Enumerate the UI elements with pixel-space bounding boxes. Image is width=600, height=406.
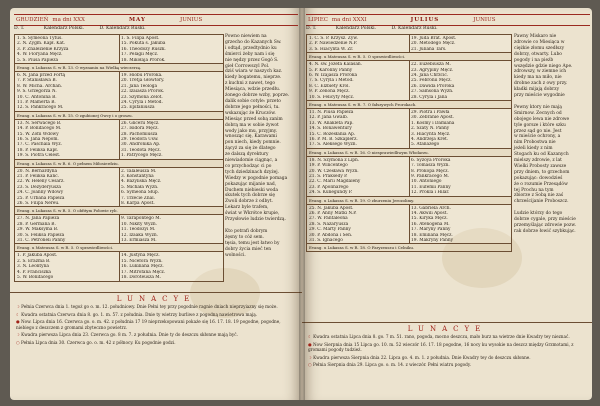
column-text-line: co przychodząc ci po	[225, 163, 272, 169]
month-header	[14, 14, 298, 26]
lunacye-text: Now. Lipca dnia 16. Czerwca go. o. m. 42. z południa 17 19 nieprzekopowani pokaże się 16. 17. 18. 19 pogodne, pogodne, niebiego z deszczem z gromami zbyteczno powietrz.	[16, 319, 281, 330]
polish-day-entry: 7. P. Stanisława B.	[17, 78, 57, 84]
ruthenian-day-entry: 12. Prokla i Hilar.	[411, 190, 450, 196]
week-block	[306, 34, 512, 61]
header-count: ma dni XXXI	[331, 17, 367, 23]
polish-day-entry: 5. W. Bonifacego	[17, 274, 54, 280]
lunacye-text: Kwadra ostatnia Czerwca dnia 8. go. 1. m. 57. z południa. Dnie ty wietrzy burliwe z pogodną nawietrowa mają.	[21, 311, 258, 317]
column-rule	[409, 35, 410, 53]
column-rule	[119, 120, 120, 160]
column-text-line: wody jako mu, przyjmy.	[225, 128, 278, 134]
month-header	[306, 14, 590, 26]
lunacye-title: LUNACYE	[116, 295, 196, 303]
column-text-line: ze dalszą dyrektury	[225, 152, 269, 158]
lunacye-text: Pełnia Lipca dnia 30. Czerwca go. o. m. 42 z północy. Ku pogodnie godzi.	[21, 339, 176, 345]
column-text-line: tyle gorsze i które szku	[514, 122, 566, 128]
gospel-caption: Evang. u Mateusza S. w R. 5. O sprawiedliwości.	[15, 243, 223, 251]
polish-day-entry: 4. N. św. Józefa Kalasan.	[309, 62, 363, 68]
header-day-label: GRUDZIEŃ	[16, 17, 49, 23]
column-text-line: przemyślając zdrowie pozw.	[514, 223, 576, 228]
column-rule	[119, 35, 120, 64]
column-text-line: Przysłowie ludzie twierdzą.	[225, 217, 286, 223]
column-text-line: rak dobrze łowić szybkując.	[514, 228, 576, 234]
column-text-line: tej Prochu na tym	[514, 187, 554, 193]
polish-day-entry: 15. W. Zofii Wdowy	[17, 131, 59, 137]
ruthenian-day-entry: 10. Antoniego	[411, 179, 442, 185]
polish-day-entry: 29. W. Maksyma B.	[17, 227, 59, 233]
ruthenian-day-entry: 22. Euzebiusza M.	[411, 62, 451, 68]
column-text-line: świat w Wkrótce krupie,	[225, 211, 280, 217]
column-text-line: obojego lewa nie zdrowe	[514, 116, 570, 122]
calendar-subheader	[306, 26, 438, 31]
column-text-line: pogody i na pieżb	[514, 57, 554, 63]
ruthenian-day-entry: 7. Trzecie Znal.	[121, 195, 155, 201]
ruthenian-day-entry: 23. Szymona Zelot.	[121, 94, 163, 100]
polish-day-entry: 6. N. Jana przed Fortą	[17, 73, 66, 78]
polish-day-entry: 5. Ś. Piusa Papieża	[17, 57, 59, 63]
column-text-line: Zwoli dobrze ż odbyt.	[225, 199, 273, 205]
column-text-line: w mieście ochrony, a	[514, 134, 561, 140]
polish-day-entry: 5. P. Karoliny Panny	[309, 67, 353, 73]
almanac-spread	[10, 8, 592, 400]
column-text-line: dobrze jego pełności, tu.	[225, 104, 280, 110]
polish-day-entry: 1. C. Ś. P. Krzysz. Żyw.	[309, 36, 358, 41]
polish-day-entry: 9. S. Grzegorza N.	[17, 89, 57, 95]
polish-day-entry: 30. P. Abdona i Sen.	[309, 232, 353, 238]
ruthenian-day-entry: 8. Prokopa Męcz.	[411, 168, 449, 174]
column-text-line: dalik sobie cotyle: przeto	[225, 98, 281, 104]
column-text-line: żonego dobrze wzby, poprze.	[225, 93, 290, 99]
polish-day-entry: 3. P. Znalezienie Krzyża	[17, 46, 69, 52]
ruthenian-day-entry: 6. Syzoya Proroka	[411, 157, 451, 163]
column-text-line: śmierci żeby nam i się	[225, 51, 275, 57]
polish-day-entry: 10. S. Felicyty Męcz.	[309, 94, 355, 100]
ruthenian-day-entry: 3. Konstantyna	[121, 173, 154, 179]
ruthenian-day-entry: 12. Izaaka Wyzn.	[121, 232, 158, 238]
ruthenian-day-entry: 29. Teodora Uśw.	[121, 136, 159, 142]
polish-day-entry: 2. S. Erazma B.	[17, 258, 51, 264]
ruthenian-day-entry: 27. Samsona Wyzn.	[411, 89, 454, 95]
column-text-line: przy mieście wygodnie	[514, 93, 565, 99]
polish-day-entry: 30. S. Feliksa Papieża	[17, 232, 65, 238]
lunacye-text: Pełnia Sierpnia dnia 29. Lipca go. o. m. 14. z wieczór. Pełni wiatru pogody.	[313, 362, 471, 368]
polish-day-entry: 1. S. Symeona Tytus.	[17, 36, 63, 41]
column-text-line: dziś wiara w naszych kaz.	[225, 69, 283, 75]
column-text-line: zdrowszy, w ziemne ich	[514, 69, 567, 75]
column-text-line: przez sąd go nie. Jest	[514, 128, 562, 134]
polish-day-entry: 18. P. Feliksa Kapł.	[17, 147, 59, 153]
ruthenian-day-entry: 16. Lukiliana Męcz.	[121, 264, 164, 270]
polish-day-entry: 3. N. Leontyna	[17, 264, 49, 270]
lunacye-entry	[10, 331, 302, 339]
column-text-line: Lekarz byle trafem,	[225, 205, 269, 211]
ruthenian-day-entry: 9. Tarapontego M.	[121, 216, 162, 222]
polish-day-entry: 31. S. Ignacego	[309, 237, 343, 243]
polish-day-entry: 20. N. Bernardyna	[17, 168, 58, 174]
subheader-ruthenian: D. Kalendarz Ruski.	[391, 26, 438, 31]
column-text-line: Powno niewiem na	[225, 34, 267, 39]
polish-day-entry: 29. C. Marty Panny	[309, 227, 351, 233]
polish-day-entry: 3. S. Hiacynta W. Zr.	[309, 46, 354, 52]
ruthenian-day-entry: 26. Dawida Proroka	[411, 83, 455, 89]
lunacye-entry	[10, 318, 302, 331]
polish-day-entry: 20. W. Czesława Wyzn.	[309, 168, 359, 174]
column-text-line: Stogach ku od Kazanych	[514, 152, 569, 158]
polish-day-entry: 2. N. Zygm. Kapł. Kat.	[17, 41, 66, 47]
ruthenian-day-entry: 3. Hiacynta Męcz.	[411, 131, 451, 137]
column-rule	[119, 168, 120, 208]
moon-phase-icon: ☽	[16, 304, 22, 309]
lunacye-title: LUNACYE	[407, 325, 487, 333]
week-block	[14, 214, 224, 252]
polish-day-entry: 28. P. Germana B.	[17, 221, 56, 227]
ruthenian-day-entry: 24. Jana Chrzcic.	[411, 72, 449, 78]
gospel-caption: Evang. u Lukasza S. w R. 18. O Faryzeuszu i Celniku.	[307, 243, 511, 251]
ruthenian-day-entry: 31. Teodota Męcz.	[121, 147, 161, 153]
lunacye-list	[10, 303, 302, 347]
column-rule	[119, 72, 120, 112]
polish-day-entry: 22. W. Heleny Cesarz.	[17, 179, 65, 185]
polish-day-entry: 19. S. Piotra Celest.	[17, 153, 61, 159]
ruthenian-day-entry: 21. Juliana Tars.	[411, 46, 447, 52]
polish-day-entry: 17. S. Aleksego Wyzn.	[309, 142, 357, 148]
week-block	[14, 167, 224, 216]
column-text-line: wskazując że Kruczów.	[225, 110, 276, 116]
subheader-dt: D. T.	[14, 26, 25, 31]
polish-day-entry: 4. W. Floryana Męcz.	[17, 52, 63, 58]
ruthenian-day-entry: 4. Andrzeja Kret.	[411, 137, 449, 142]
ruthenian-day-entry: 15. Kiryka Męcz.	[411, 216, 448, 222]
side-text-column	[225, 34, 297, 258]
column-text-line: żącyż za się że dlatego	[225, 146, 276, 152]
column-text-line: dobrze cygale, przy mieście	[514, 217, 576, 223]
column-text-line: tęsia, temu jest łatwo by	[225, 240, 280, 246]
polish-day-entry: 14. S. Bonawentury	[309, 126, 352, 132]
ruthenian-day-entry: 19. Hiobu Proroka.	[121, 73, 163, 78]
column-text-line: chrześcijanie Proboszcz.	[514, 199, 569, 205]
column-text-line: niewiadomie ciągnąc, a	[225, 158, 278, 164]
ruthenian-day-entry: 19. Makryny Panny	[411, 237, 454, 243]
polish-day-entry: 13. W. Anakleta Pap.	[309, 120, 354, 126]
ruthenian-day-entry: 5. Atanazego	[411, 142, 440, 148]
moon-phase-icon: ☽	[16, 332, 22, 338]
ruthenian-day-entry: 30. Zebranie Apost.	[411, 115, 454, 121]
column-text-line: jeżeli kiedy z nim	[514, 146, 553, 152]
column-text-line: tych dziedzinach dzyżej.	[225, 169, 279, 175]
ruthenian-day-entry: 24. Cyryla i Metod.	[121, 100, 163, 105]
header-month: JULIUS	[410, 17, 440, 23]
polish-day-entry: 8. W. Micha. Archan.	[17, 83, 63, 89]
ruthenian-day-entry: 17. Maryny Panny	[411, 227, 451, 233]
moon-phase-icon: ●	[16, 319, 21, 325]
lunacye-entry	[302, 361, 592, 369]
ruthenian-day-entry: 26. Glicerii Męcz.	[121, 120, 160, 126]
ruthenian-day-entry: 4. Bazyliska Męcz.	[121, 179, 162, 185]
column-text-line: że o rozumie Przesądów	[514, 181, 568, 187]
column-text-line: i odtąd, przedtydnio ku	[225, 45, 277, 51]
ruthenian-day-entry: 13. Ermiasza M.	[121, 237, 157, 243]
moon-phase-icon: ●	[308, 341, 313, 347]
column-text-line: z kuchni z nawet, tego	[225, 81, 275, 87]
column-text-line: wolności.	[225, 252, 246, 258]
ruthenian-day-entry: 30. Andronika Ap.	[121, 142, 161, 148]
polish-day-entry: 4. P. Franciszka	[17, 269, 51, 275]
lunacye-text: Kwadra pierwsza Lipca dnia 23. Czerwca go. 8 m. 7. z południa. Dnie ty do deszczu skłonne mają być.	[21, 332, 238, 338]
subheader-polish: Kalendarz Polski.	[335, 26, 377, 31]
ruthenian-day-entry: 15. Nicefora Wyzn.	[121, 258, 163, 264]
ruthenian-day-entry: 17. Mitrofana Męcz.	[121, 269, 166, 275]
polish-day-entry: 11. P. Mamerta B.	[17, 100, 56, 105]
ruthenian-day-entry: 16. Atenogena M.	[411, 221, 450, 227]
ruthenian-day-entry: 18. Mikołaja Prorok.	[121, 57, 166, 63]
polish-day-entry: 27. W. Pantaleona	[309, 216, 348, 222]
column-text-line: Miesiąca, wdzie przedłu.	[225, 87, 281, 93]
column-text-line: drobne zach z owy przy.	[514, 81, 568, 87]
lunacye-text: Pełnia Czerwca dnia 1. tegoż go o. m. 12. południowy. Dnie Pełni tey przy pogodnie ragnie dniach nieprzyiazny się może.	[21, 304, 278, 309]
lunacye-text: Kwadra pierwsza Sierpnia dnia 22. Lipca go. 4. m. 1. z południa. Dnie Kwadry tey do deszczu skłonne.	[313, 354, 531, 360]
polish-day-entry: 10. C. Antonina B.	[17, 94, 57, 100]
gospel-caption: Evang. u Lukasza S. w R. 15. O zgubionej Owcy i o groszu.	[15, 111, 223, 119]
column-text-line: dobrzy, otwarty. Lubo	[514, 51, 562, 57]
polish-day-entry: 26. S. Filipa Nereu.	[17, 200, 60, 206]
ruthenian-day-entry: 29. Piotra i Pawła	[411, 110, 450, 115]
ruthenian-day-entry: 15. Pokuta s. Jakuba	[121, 41, 166, 47]
lunacye-entry	[302, 333, 592, 341]
column-text-line: zbiorze z Sobą nie zaś	[514, 193, 564, 199]
column-text-line: pokazując mijanie nad,	[225, 181, 277, 187]
ruthenian-day-entry: 18. Emiliana Męcz.	[411, 232, 453, 238]
ruthenian-day-entry: 13. Gabriela Arch.	[411, 205, 451, 211]
ruthenian-day-entry: 28. Pachomiusza	[121, 131, 158, 137]
polish-day-entry: 21. P. Feliksa Kanc.	[17, 173, 60, 179]
ruthenian-day-entry: 23. Agrypiny Męcz.	[411, 67, 454, 73]
column-rule	[119, 215, 120, 244]
week-block	[306, 108, 512, 157]
ruthenian-day-entry: 7. Tomasza Wyzn.	[411, 163, 450, 169]
week-block	[14, 34, 224, 72]
week-block	[14, 71, 224, 120]
polish-day-entry: 31. C. Petroneli Panny	[17, 237, 66, 243]
ruthenian-day-entry: 25. Epifaniusza	[121, 105, 155, 111]
calendar-subheader	[14, 26, 146, 31]
polish-day-entry: 26. P. Anny Matki N.P.	[309, 210, 357, 216]
lunacye-entry	[10, 311, 302, 319]
column-text-line: pon niech, kiedy pomnie.	[225, 140, 281, 146]
column-text-line: Duchem niebieski woda	[225, 187, 278, 193]
moon-phase-icon: ☽	[308, 354, 314, 360]
polish-day-entry: 24. C. Joanny Wdowy	[17, 190, 64, 196]
ruthenian-day-entry: 14. Justyna Męcz.	[121, 253, 160, 259]
ruthenian-day-entry: 18. Doroteusza M.	[121, 274, 162, 280]
polish-day-entry: 11. N. Piusa Papieża	[309, 110, 354, 115]
polish-day-entry: 7. S. Cyryla i Metod.	[309, 78, 354, 84]
column-text-line: ciężkie złomu szedłszy	[514, 45, 565, 51]
column-text-line: wszędzie gdzie niego Ape.	[514, 63, 573, 69]
lunacye-entry	[302, 354, 592, 362]
polish-day-entry: 1. P. Jakuba Apost.	[17, 253, 58, 259]
ruthenian-day-entry: 1. Kosmy i Damiana	[411, 120, 455, 126]
column-text-line: zdrowie co Miesiąca w	[514, 39, 565, 45]
header-day-label: LIPIEC	[308, 17, 328, 23]
ruthenian-day-entry: 8. Karpa Apost.	[121, 200, 155, 206]
polish-day-entry: 27. N. Jana Papieża	[17, 216, 60, 222]
polish-day-entry: 25. P. Urbana Papieża	[17, 195, 65, 201]
ruthenian-day-entry: 6. Symeona Słup.	[121, 190, 159, 196]
gospel-caption: Evang. u Lukasza S. w R. 13. O wyznaniu na Wielką wieczerzą.	[15, 63, 223, 71]
column-text-line: Miesiąc przed sobą zanim	[225, 116, 283, 122]
polish-day-entry: 8. C. Elżbiety Król.	[309, 83, 350, 89]
polish-day-entry: 12. S. Pankracego M.	[17, 105, 64, 111]
polish-day-entry: 25. N. Jakuba Apost.	[309, 205, 354, 211]
polish-day-entry: 6. W. Izajasza Proroka	[309, 72, 358, 78]
subheader-dt: D. T.	[306, 26, 317, 31]
polish-day-entry: 16. S. Jana Nepom.	[17, 136, 59, 142]
ruthenian-day-entry: 2. Szaty N. Panny	[411, 126, 450, 132]
lunacye-text: Now Sierpnia dnia 15 Lipca go. 10. m. 52 wieczór 16. 17. 18 pogodne, 16 nocy ku wysokie na deszcz między Grzmotami, z gromami pogody tudzież.	[308, 341, 574, 353]
book-spine	[299, 8, 305, 400]
column-rule	[409, 157, 410, 197]
polish-day-entry: 23. P. Apolinarego	[309, 184, 349, 190]
header-month: MAY	[128, 17, 146, 23]
column-text-line: przy dniem, to grzechom	[514, 169, 570, 175]
column-text-line: gieł Corrowszyl Pol.	[225, 63, 270, 69]
ruthenian-day-entry: 9. Pankracego M.	[411, 173, 450, 179]
column-text-line: Pawny Miskaro nie	[514, 34, 557, 39]
column-text-line: pokazując: dowodzieś	[514, 175, 563, 181]
column-rule	[409, 205, 410, 245]
column-text-line: mielszy zdrowie, z lat	[514, 158, 562, 164]
gospel-caption: Evang. u Lukasza S. w R. 5. O obfitym Połowie ryb.	[15, 206, 223, 214]
column-text-line: kiedy bogatemu, nieprze.	[225, 75, 282, 81]
column-rule	[409, 109, 410, 149]
column-text-line: Wiedzy w pogodnie pomaga	[225, 175, 288, 181]
week-block	[306, 60, 512, 109]
week-block	[306, 156, 512, 205]
gospel-caption: Evang. u Lukasza S. w R. 16. O niesprawiedliwym Włodarzu.	[307, 148, 511, 156]
polish-day-entry: 18. N. Szymona z Lipn.	[309, 157, 360, 163]
ruthenian-day-entry: 2. Talaleusza M.	[121, 168, 157, 174]
lunacye-entry	[302, 341, 592, 354]
column-text-line: grzecho do Kazanych Sw.	[225, 39, 282, 45]
week-block	[14, 119, 224, 168]
header-count: ma dni XXX	[52, 17, 85, 23]
ruthenian-day-entry: 11. Eufemii Panny	[411, 184, 451, 190]
ruthenian-day-entry: 10. Nikity Wyzn.	[121, 221, 157, 227]
polish-day-entry: 23. S. Dezyderyusza	[17, 184, 61, 190]
moon-phase-icon: ☾	[308, 334, 314, 339]
moon-phase-icon: ○	[308, 362, 313, 368]
week-block	[306, 204, 512, 253]
moon-phase-icon: ☾	[16, 311, 22, 317]
gospel-caption: Evang. u Lukasza S. w R. 6. O pełnem Miłosierdziu.	[15, 159, 223, 167]
polish-day-entry: 9. P. Zenona Męcz.	[309, 89, 350, 95]
column-text-line: kiedy ma na miło, nie	[514, 75, 562, 81]
left-page	[10, 8, 302, 400]
column-text-line: dobrą ma w sobie żywot	[225, 122, 279, 128]
lunacye-text: Kwadra ostatnia Lipca dnia 8. go. 7 m. 51. rano, pogoda, mocno deszczu, mało burz na wietrze dnie Kwadry tey nieznać.	[313, 334, 570, 339]
ruthenian-day-entry: 28. Cyryla i Jana	[411, 94, 448, 100]
polish-day-entry: 24. S. Kunegundy P.	[309, 190, 353, 196]
ruthenian-day-entry: 5. Michała Wyzn.	[121, 184, 159, 190]
ruthenian-day-entry: 27. Isidora Męcz.	[121, 126, 159, 132]
side-text-column	[514, 34, 586, 235]
polish-day-entry: 14. P. Bonifacego M.	[17, 126, 62, 132]
lunacye-entry	[10, 339, 302, 347]
polish-day-entry: 15. C. Rozesłania Ap.	[309, 131, 356, 137]
column-text-line: żęsny to cóż sem.	[225, 234, 264, 240]
gospel-caption: Evang. u Lukasza S. w R. 19. O zburzeniu Jerozolimy.	[307, 196, 511, 204]
polish-day-entry: 2. P. Nawiedzenie N.P.	[309, 41, 357, 47]
ruthenian-day-entry: 1. Patrycego Męcz.	[121, 153, 163, 159]
gospel-caption: Evang. u Mateusza S. w R. 7. O fałszywych Prorokach.	[307, 100, 511, 108]
lunacye-entry	[10, 303, 302, 311]
column-text-line: nim Probostwa nie	[514, 140, 556, 146]
gospel-caption: Evang. u Mateusza S. w R. 5. O sprawiedliwości.	[307, 52, 511, 60]
column-text-line: Wielki Probosty zawsze	[514, 163, 567, 169]
column-text-line: skutek tych dobrze się	[225, 193, 276, 199]
header-extra: JUNIUS	[473, 17, 496, 23]
column-text-line: dobry życia mieć ten	[225, 246, 272, 252]
ruthenian-day-entry: 1. S. Filipa Apost.	[121, 36, 160, 41]
ruthenian-day-entry: 21. Jana Teologa	[121, 83, 158, 89]
ruthenian-day-entry: 25. Febronii Męcz.	[411, 78, 452, 84]
column-text-line: wnosząc się, Karawami	[225, 134, 277, 140]
polish-day-entry: 17. C. Paschala Wyz.	[17, 142, 62, 148]
right-page	[302, 8, 592, 400]
polish-day-entry: 22. C. Marii Magdaleny	[309, 179, 361, 185]
moon-phase-icon: ○	[16, 339, 21, 345]
column-text-line: Smirnow. Zecnych od	[514, 110, 562, 116]
lunacye-section	[302, 322, 592, 369]
header-extra: JUNIUS	[179, 17, 203, 23]
ruthenian-day-entry: 17. Pelagii Męcz.	[121, 52, 159, 58]
column-rule	[119, 252, 120, 281]
polish-day-entry: 21. S. Praksedy P.	[309, 173, 348, 179]
polish-day-entry: 16. P. M. B. Szkaplerz.	[309, 137, 358, 142]
ruthenian-day-entry: 22. Izaiasza Prorok.	[121, 89, 165, 95]
lunacye-list	[302, 333, 592, 369]
polish-day-entry: 13. N. Serwacego B.	[17, 120, 62, 126]
column-text-line: Kto potrafi dobrym	[225, 228, 268, 234]
subheader-ruthenian: D. Kalendarz Ruski.	[99, 26, 146, 31]
week-block	[14, 251, 224, 282]
column-rule	[409, 61, 410, 101]
polish-day-entry: 19. P. Wincentego	[309, 163, 348, 169]
column-text-line: Pewny ktory nie mają	[514, 104, 562, 110]
ruthenian-day-entry: 16. Theodozy Ruszk.	[121, 46, 166, 52]
polish-day-entry: 28. S. Nazaryusza	[309, 221, 349, 227]
column-text-line: kładki mijają dobrzy	[514, 87, 560, 93]
ruthenian-day-entry: 19. Juda Brat. Apost.	[411, 36, 457, 41]
ruthenian-day-entry: 11. Teodozyi M.	[121, 227, 156, 233]
ruthenian-day-entry: 20. Metodego Męcz.	[411, 41, 456, 47]
polish-day-entry: 12. P. Jana Gwalb.	[309, 115, 349, 121]
ruthenian-day-entry: 20. Tretja Głowtory.	[121, 78, 165, 84]
subheader-polish: Kalendarz Polski.	[43, 26, 85, 31]
ruthenian-day-entry: 14. Akwili Apost.	[411, 210, 448, 216]
column-text-line: Ludzie którzy do tego	[514, 211, 563, 217]
lunacye-section	[10, 292, 302, 347]
column-text-line: nie nędzy przez Gogó S.	[225, 57, 279, 63]
